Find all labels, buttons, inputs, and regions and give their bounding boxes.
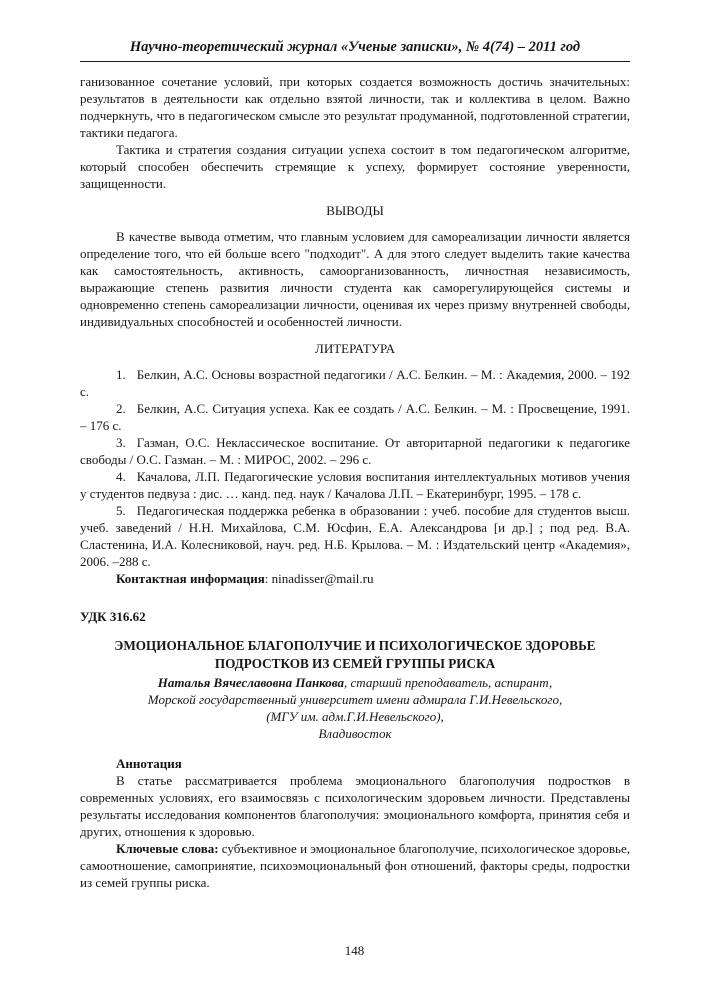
reference-number: 5. — [116, 503, 126, 518]
annotation-heading: Аннотация — [116, 756, 182, 771]
section-heading-literature: ЛИТЕРАТУРА — [315, 341, 395, 356]
contact-info-label: Контактная информация — [116, 571, 265, 586]
reference-number: 3. — [116, 435, 126, 450]
udc-code: УДК 316.62 — [80, 609, 146, 624]
author-name: Наталья Вячеславовна Панкова — [157, 675, 344, 690]
page-number: 148 — [344, 943, 365, 958]
contact-info-line — [80, 570, 630, 587]
paragraph-continuation: ганизованное сочетание условий, при которых создается возможность достичь значительных: результатов в деятельности как отдельно взятой личности, так и коллектива в целом. Важно подчеркнуть, что в педагогическом смысле это результат продуманной, подготовленной стратегии, тактики педагога. — [80, 74, 630, 140]
paragraph-conclusions: В качестве вывода отметим, что главным условием для самореализации личности является определение того, что ей больше всего "подходит". А для этого следует выделить такие качества как самостоятельность, активность, самоорганизованность, личностная независимость, выражающие степень развития личности студента как саморегулирующейся системы и одновременно степень самореализации личности, оценивая их через призму внутренней свободы, индивидуальных способностей и особенностей личности. — [80, 229, 630, 329]
reference-item — [80, 366, 630, 400]
section-heading-conclusions: ВЫВОДЫ — [326, 203, 384, 218]
affiliation-line-2: (МГУ им. адм.Г.И.Невельского), — [266, 709, 444, 724]
keywords-label: Ключевые слова: — [116, 841, 219, 856]
author-city: Владивосток — [318, 726, 392, 741]
contact-info-email: : ninadisser@mail.ru — [264, 571, 374, 586]
reference-text: Белкин, А.С. Ситуация успеха. Как ее создать / А.С. Белкин. – М. : Просвещение, 1991. – 176 с. — [80, 401, 630, 433]
reference-item — [80, 434, 630, 468]
author-line — [80, 674, 630, 691]
keywords-line — [80, 840, 630, 891]
reference-item — [80, 468, 630, 502]
reference-item — [80, 400, 630, 434]
reference-text: Газман, О.С. Неклассическое воспитание. От авторитарной педагогики к педагогике свободы / О.С. Газман. – М. : МИРОС, 2002. – 296 с. — [80, 435, 630, 467]
reference-number: 2. — [116, 401, 126, 416]
paragraph-tactics: Тактика и стратегия создания ситуации успеха состоит в том педагогическом алгоритме, который способен обеспечить стремящие к успеху, формирует состояние уверенности, защищенности. — [80, 142, 630, 191]
article-title: ЭМОЦИОНАЛЬНОЕ БЛАГОПОЛУЧИЕ И ПСИХОЛОГИЧЕСКОЕ ЗДОРОВЬЕ ПОДРОСТКОВ ИЗ СЕМЕЙ ГРУППЫ РИСКА — [114, 638, 596, 671]
affiliation-line-1: Морской государственный университет имени адмирала Г.И.Невельского, — [147, 692, 563, 707]
reference-text: Педагогическая поддержка ребенка в образовании : учеб. пособие для студентов высш. учеб. заведений / Н.Н. Михайлова, С.М. Юсфин, Е.А. Александрова [и др.] ; под ред. В.А. Сластенина, И.А. Колесниковой, науч. ред. Н.Б. Крылова. – М. : Издательский центр «Академия», 2006. –288 с. — [80, 503, 630, 569]
reference-text: Белкин, А.С. Основы возрастной педагогики / А.С. Белкин. – М. : Академия, 2000. – 192 с. — [80, 367, 630, 399]
reference-item — [80, 502, 630, 570]
running-head: Научно-теоретический журнал «Ученые записки», № 4(74) – 2011 год — [80, 38, 630, 62]
author-role: , старший преподаватель, аспирант, — [344, 675, 553, 690]
keywords-text: субъективное и эмоциональное благополучие, психологическое здоровье, самоотношение, самопринятие, психоэмоциональный фон отношений, факторы среды, подростки из семей группы риска. — [80, 841, 630, 890]
reference-text: Качалова, Л.П. Педагогические условия воспитания интеллектуальных мотивов учения у студентов педвуза : дис. … канд. пед. наук / Качалова Л.П. – Екатеринбург, 1995. – 178 с. — [80, 469, 630, 501]
annotation-text: В статье рассматривается проблема эмоционального благополучия подростков в современных условиях, его взаимосвязь с психологическим здоровьем личности. Представлены результаты исследования компонентов благополучия: эмоционального комфорта, принятия себя и других, отношения к здоровью. — [80, 773, 630, 839]
reference-number: 4. — [116, 469, 126, 484]
reference-number: 1. — [116, 367, 126, 382]
